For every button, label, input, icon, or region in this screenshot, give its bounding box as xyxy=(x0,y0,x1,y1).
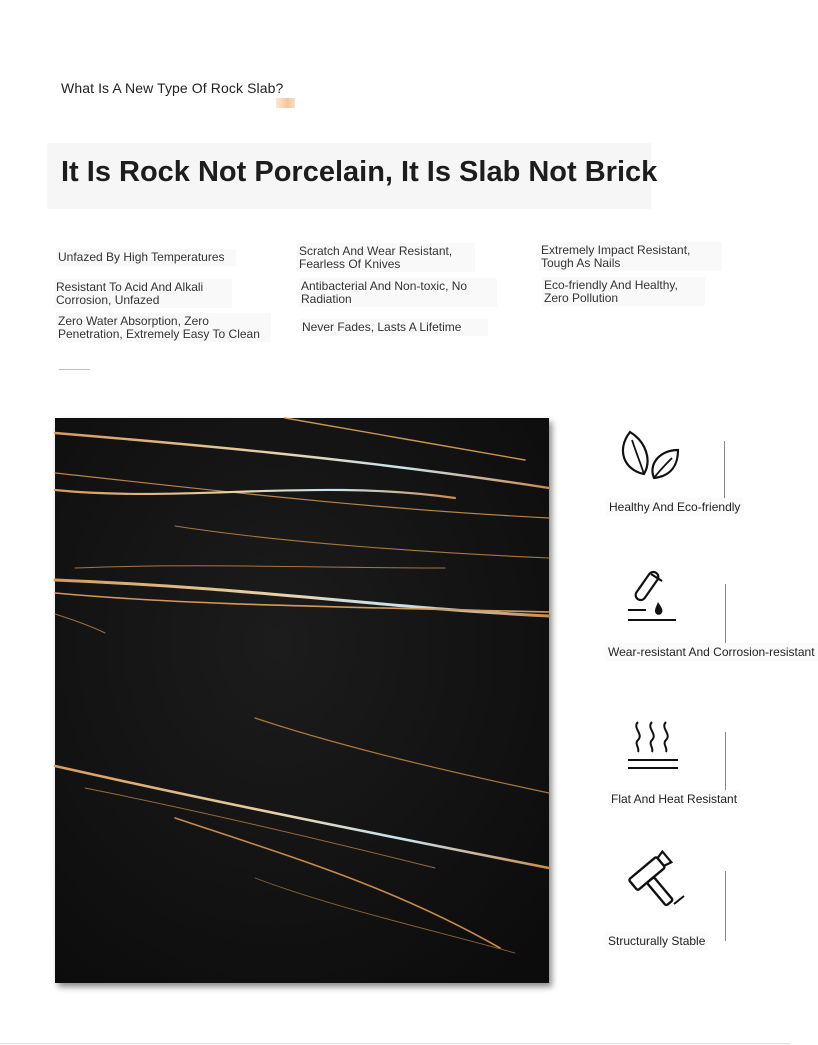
bottom-rule xyxy=(0,1043,790,1044)
feature-item: Resistant To Acid And Alkali Corrosion, Unfazed xyxy=(54,279,232,308)
benefit-label: Wear-resistant And Corrosion-resistant xyxy=(605,643,818,661)
heat-waves-icon xyxy=(626,718,680,772)
feature-item: Eco-friendly And Healthy, Zero Pollution xyxy=(542,277,705,306)
benefit-healthy xyxy=(620,430,682,482)
benefit-label: Healthy And Eco-friendly xyxy=(606,498,743,516)
section-divider xyxy=(59,369,90,370)
benefit-structurally-stable xyxy=(624,858,686,910)
leaf-icon xyxy=(620,430,682,482)
feature-item: Zero Water Absorption, Zero Penetration, Extremely Easy To Clean xyxy=(56,313,271,342)
page-headline: It Is Rock Not Porcelain, It Is Slab Not Brick xyxy=(61,156,658,188)
accent-marker xyxy=(276,98,295,108)
section-subtitle: What Is A New Type Of Rock Slab? xyxy=(61,80,284,96)
feature-item: Unfazed By High Temperatures xyxy=(56,249,236,266)
feature-item: Extremely Impact Resistant, Tough As Nails xyxy=(539,242,722,271)
feature-item: Scratch And Wear Resistant, Fearless Of Knives xyxy=(297,243,475,272)
benefit-wear-resistant xyxy=(624,572,680,624)
feature-item: Never Fades, Lasts A Lifetime xyxy=(300,319,488,336)
hammer-icon xyxy=(624,858,686,910)
test-tube-icon xyxy=(624,572,680,624)
benefit-divider xyxy=(725,871,726,941)
benefit-heat-resistant xyxy=(626,718,680,772)
benefit-label: Structurally Stable xyxy=(605,932,708,950)
rock-slab-image xyxy=(55,418,549,983)
benefit-label: Flat And Heat Resistant xyxy=(608,790,740,808)
feature-item: Antibacterial And Non-toxic, No Radiation xyxy=(299,278,497,307)
